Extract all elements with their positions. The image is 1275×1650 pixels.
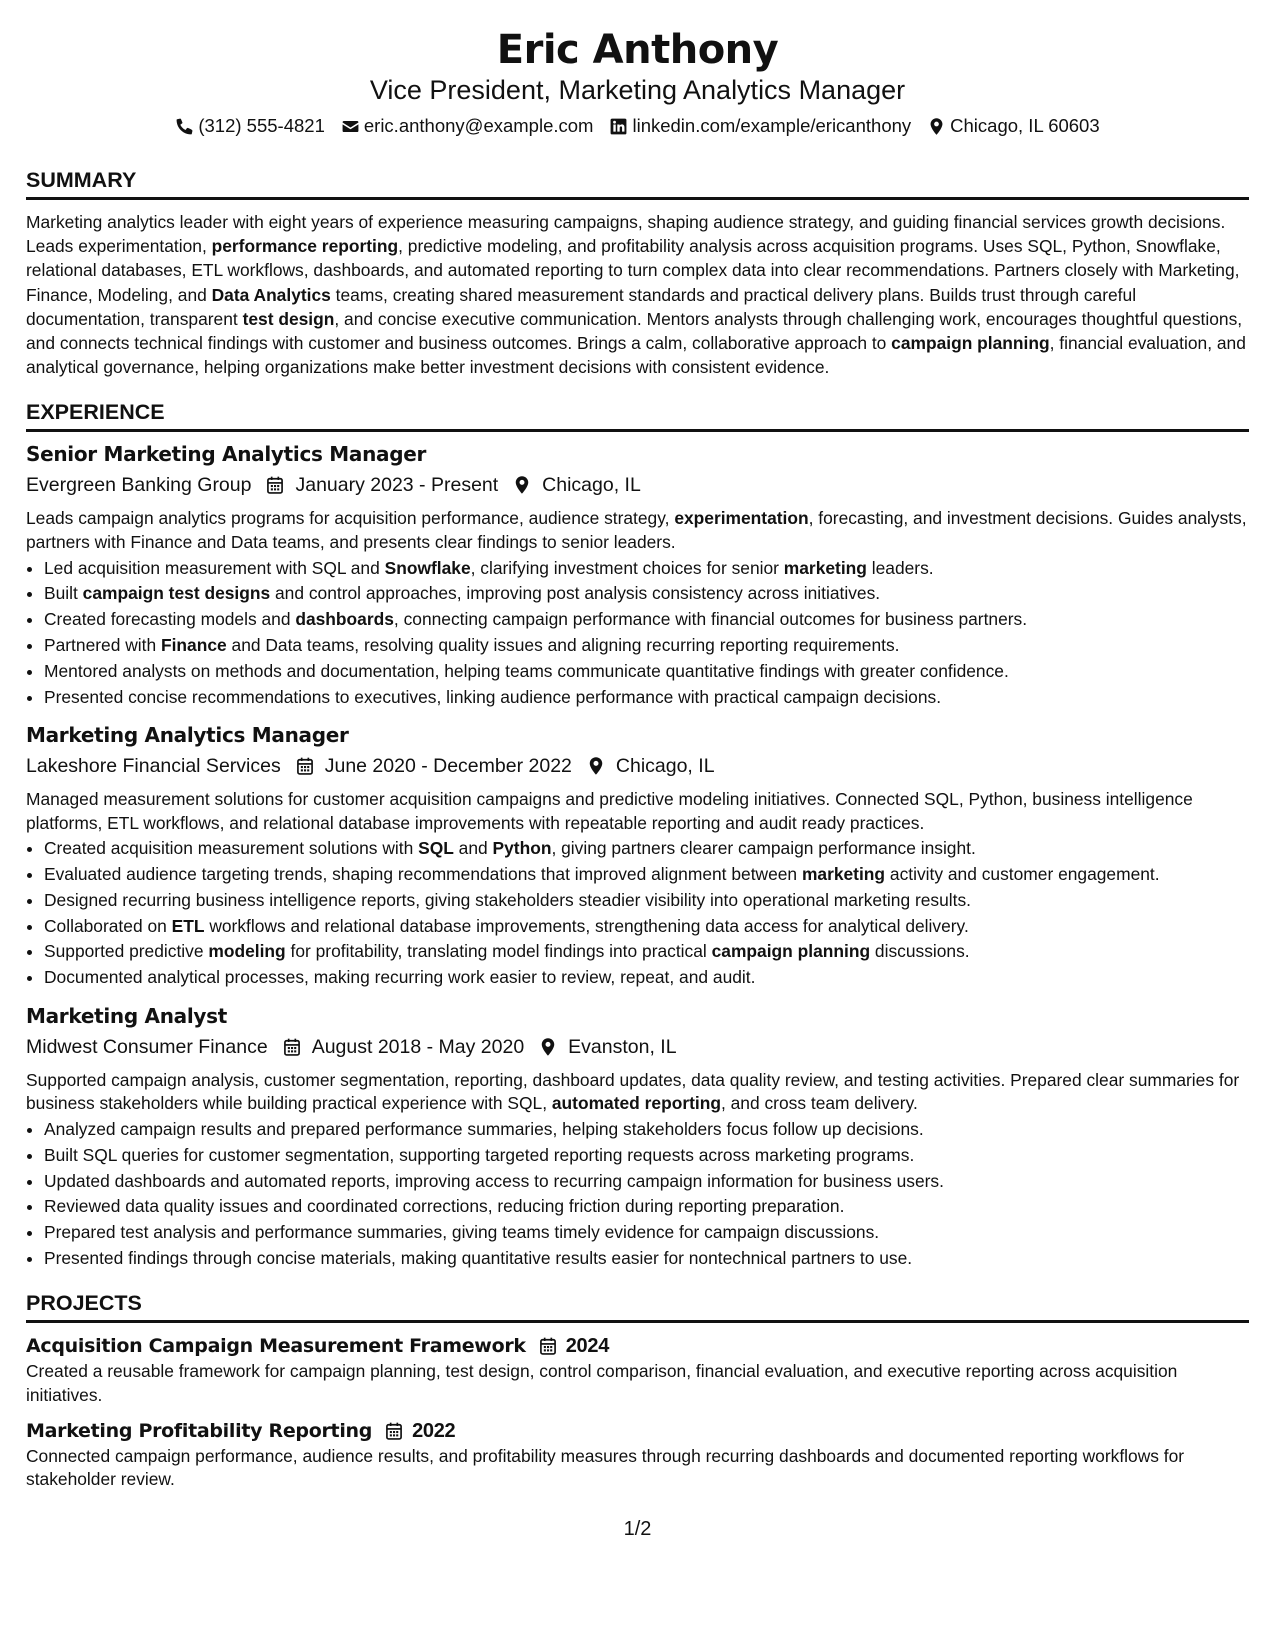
job-location-text: Chicago, IL [542, 474, 641, 497]
map-pin-icon [538, 1037, 558, 1057]
bold-keyword: marketing [801, 864, 886, 885]
contact-email[interactable] [341, 114, 594, 138]
contact-phone-text: (312) 555-4821 [198, 115, 325, 136]
bold-keyword: dashboards [295, 609, 394, 630]
project-description: Created a reusable framework for campaign planning, test design, control comparison, financial evaluation, and executive reporting across acquisition initiatives. [26, 1361, 1178, 1406]
bullet-item: • Reviewed data quality issues and coordinated corrections, reducing friction during reporting preparation. [44, 1195, 1249, 1219]
projects-section [26, 1290, 1249, 1491]
bullet-item: • Designed recurring business intelligence reports, giving stakeholders steadier visibility into operational marketing results. [44, 889, 1249, 913]
contact-linkedin-text: linkedin.com/example/ericanthony [632, 115, 912, 136]
bullet-item: • Updated dashboards and automated reports, improving access to recurring campaign information for business users. [44, 1170, 1249, 1194]
bullet-item: • Presented findings through concise materials, making quantitative results easier for nontechnical partners to use. [44, 1247, 1249, 1271]
resume-page [26, 0, 1249, 1492]
bold-keyword: campaign planning [711, 941, 871, 962]
map-pin-icon [512, 475, 532, 495]
job-dates-text: January 2023 - Present [295, 474, 499, 497]
contact-email-text: eric.anthony@example.com [363, 115, 594, 136]
job-dates [282, 1032, 524, 1062]
linkedin-icon [609, 117, 628, 136]
contact-location [927, 114, 1099, 138]
job-dates [295, 751, 572, 781]
bold-keyword: marketing [783, 557, 867, 578]
projects-heading: PROJECTS [26, 1290, 1249, 1323]
job-bullets [26, 837, 1249, 990]
job-dates [265, 470, 498, 500]
summary-heading: SUMMARY [26, 167, 1249, 200]
bullet-item: • Mentored analysts on methods and documentation, helping teams communicate quantitative findings with greater confidence. [44, 660, 1249, 684]
calendar-icon [265, 475, 285, 495]
summary-text: Marketing analytics leader with eight years of experience measuring campaigns, shaping audience strategy, and guiding financial services growth decisions. Leads experimentation, performance reporting, predictive modeling, and profitability analysis across acquisition programs. Uses SQL, Python, Snowflake, relational databases, ETL workflows, dashboards, and automated reporting to turn complex data into clear recommendations. Partners closely with Marketing, Finance, Modeling, and Data Analytics teams, creating shared measurement standards and practical delivery plans. Builds trust through careful documentation, transparent test design, and concise executive communication. Mentors analysts through challenging work, encourages thoughtful questions, and connects technical findings with customer and business outcomes. Brings a calm, collaborative approach to campaign planning, financial evaluation, and analytical governance, helping organizations make better investment decisions with consistent evidence. [26, 212, 1246, 378]
summary-section [26, 167, 1249, 379]
job-title: Marketing Analytics Manager [26, 723, 349, 748]
job-location-text: Chicago, IL [615, 755, 715, 778]
project-year: 2024 [565, 1335, 610, 1358]
bullet-item: • Collaborated on ETL workflows and relational database improvements, strengthening data access for analytical delivery. [44, 915, 1249, 939]
project-date [538, 1333, 609, 1359]
bold-keyword: automated reporting [551, 1093, 721, 1114]
job-company: Evergreen Banking Group [26, 474, 252, 497]
calendar-icon [282, 1037, 302, 1057]
candidate-title: Vice President, Marketing Analytics Manager [369, 75, 906, 105]
project-title: Acquisition Campaign Measurement Framework [26, 1335, 526, 1358]
job-location [586, 751, 715, 781]
job-dates-text: August 2018 - May 2020 [311, 1035, 525, 1058]
bold-keyword: Snowflake [384, 557, 471, 578]
job-dates-text: June 2020 - December 2022 [324, 755, 572, 778]
bullet-item: • Built campaign test designs and control approaches, improving post analysis consistency across initiatives. [44, 582, 1249, 606]
job-company: Midwest Consumer Finance [26, 1035, 268, 1058]
bullet-item: • Presented concise recommendations to executives, linking audience performance with practical campaign decisions. [44, 686, 1249, 710]
job-meta [26, 470, 1249, 500]
candidate-name: Eric Anthony [496, 27, 779, 73]
experience-heading: EXPERIENCE [26, 399, 1249, 432]
bold-keyword: campaign test designs [82, 583, 271, 604]
bold-keyword: SQL [418, 838, 454, 859]
job-location [512, 470, 641, 500]
calendar-icon [295, 756, 315, 776]
bullet-item: • Built SQL queries for customer segmentation, supporting targeted reporting requests across marketing programs. [44, 1144, 1249, 1168]
contact-phone[interactable] [175, 114, 325, 138]
calendar-icon [538, 1336, 558, 1356]
job-entry [26, 721, 1249, 990]
bullet-item: • Created forecasting models and dashboards, connecting campaign performance with financial outcomes for business partners. [44, 608, 1249, 632]
resume-header [26, 28, 1249, 138]
bullet-item: • Analyzed campaign results and prepared performance summaries, helping stakeholders focus follow up decisions. [44, 1118, 1249, 1142]
project-title: Marketing Profitability Reporting [26, 1419, 373, 1442]
contact-location-text: Chicago, IL 60603 [950, 115, 1100, 136]
envelope-icon [341, 117, 360, 136]
job-bullets [26, 1118, 1249, 1271]
bold-keyword: performance reporting [211, 236, 399, 257]
project-date [384, 1418, 455, 1444]
bold-keyword: Python [492, 838, 552, 859]
bold-keyword: Finance [160, 634, 227, 655]
experience-section [26, 399, 1249, 1270]
contact-bar [26, 114, 1249, 138]
bold-keyword: Data Analytics [211, 284, 331, 305]
job-description: Managed measurement solutions for customer acquisition campaigns and predictive modeling initiatives. Connected SQL, Python, business intelligence platforms, ETL workflows, and relational database improvements with repeatable reporting and audit ready practices. [26, 789, 1193, 833]
job-meta [26, 1032, 1249, 1062]
job-title: Marketing Analyst [26, 1003, 227, 1028]
project-year: 2022 [412, 1419, 456, 1442]
bold-keyword: experimentation [674, 508, 809, 529]
bold-keyword: ETL [171, 915, 205, 936]
bold-keyword: modeling [208, 941, 286, 962]
job-description: Leads campaign analytics programs for acquisition performance, audience strategy, experimentation, forecasting, and investment decisions. Guides analysts, partners with Finance and Data teams, and presents clear findings to senior leaders. [26, 508, 1247, 553]
job-entry [26, 440, 1249, 709]
contact-linkedin[interactable] [609, 114, 911, 138]
calendar-icon [384, 1421, 404, 1441]
project-entry [26, 1333, 1249, 1407]
page-number: 1/2 [623, 1518, 652, 1540]
job-description: Supported campaign analysis, customer segmentation, reporting, dashboard updates, data quality review, and testing activities. Prepared clear summaries for business stakeholders while building practical experience with SQL, automated reporting, and cross team delivery. [26, 1069, 1240, 1114]
job-location-text: Evanston, IL [568, 1035, 677, 1058]
job-title: Senior Marketing Analytics Manager [26, 442, 427, 467]
job-bullets [26, 557, 1249, 710]
map-pin-icon [927, 117, 946, 136]
bullet-item: • Supported predictive modeling for profitability, translating model findings into practical campaign planning discussions. [44, 940, 1249, 964]
bold-keyword: campaign planning [891, 333, 1050, 354]
project-entry [26, 1418, 1249, 1492]
bullet-item: • Led acquisition measurement with SQL and Snowflake, clarifying investment choices for senior marketing leaders. [44, 557, 1249, 581]
bullet-item: • Evaluated audience targeting trends, shaping recommendations that improved alignment between marketing activity and customer engagement. [44, 863, 1249, 887]
project-description: Connected campaign performance, audience results, and profitability measures through recurring dashboards and documented reporting workflows for stakeholder review. [26, 1445, 1185, 1490]
bold-keyword: test design [242, 308, 335, 329]
bullet-item: • Created acquisition measurement solutions with SQL and Python, giving partners clearer campaign performance insight. [44, 837, 1249, 861]
bullet-item: • Partnered with Finance and Data teams, resolving quality issues and aligning recurring reporting requirements. [44, 634, 1249, 658]
job-entry [26, 1002, 1249, 1271]
bullet-item: • Prepared test analysis and performance summaries, giving teams timely evidence for campaign discussions. [44, 1221, 1249, 1245]
job-location [538, 1032, 676, 1062]
phone-icon [175, 117, 194, 136]
job-company: Lakeshore Financial Services [26, 755, 281, 778]
job-meta [26, 751, 1249, 781]
project-header [26, 1333, 1249, 1359]
project-header [26, 1418, 1249, 1444]
bullet-item: • Documented analytical processes, making recurring work easier to review, repeat, and audit. [44, 966, 1249, 990]
map-pin-icon [586, 756, 606, 776]
